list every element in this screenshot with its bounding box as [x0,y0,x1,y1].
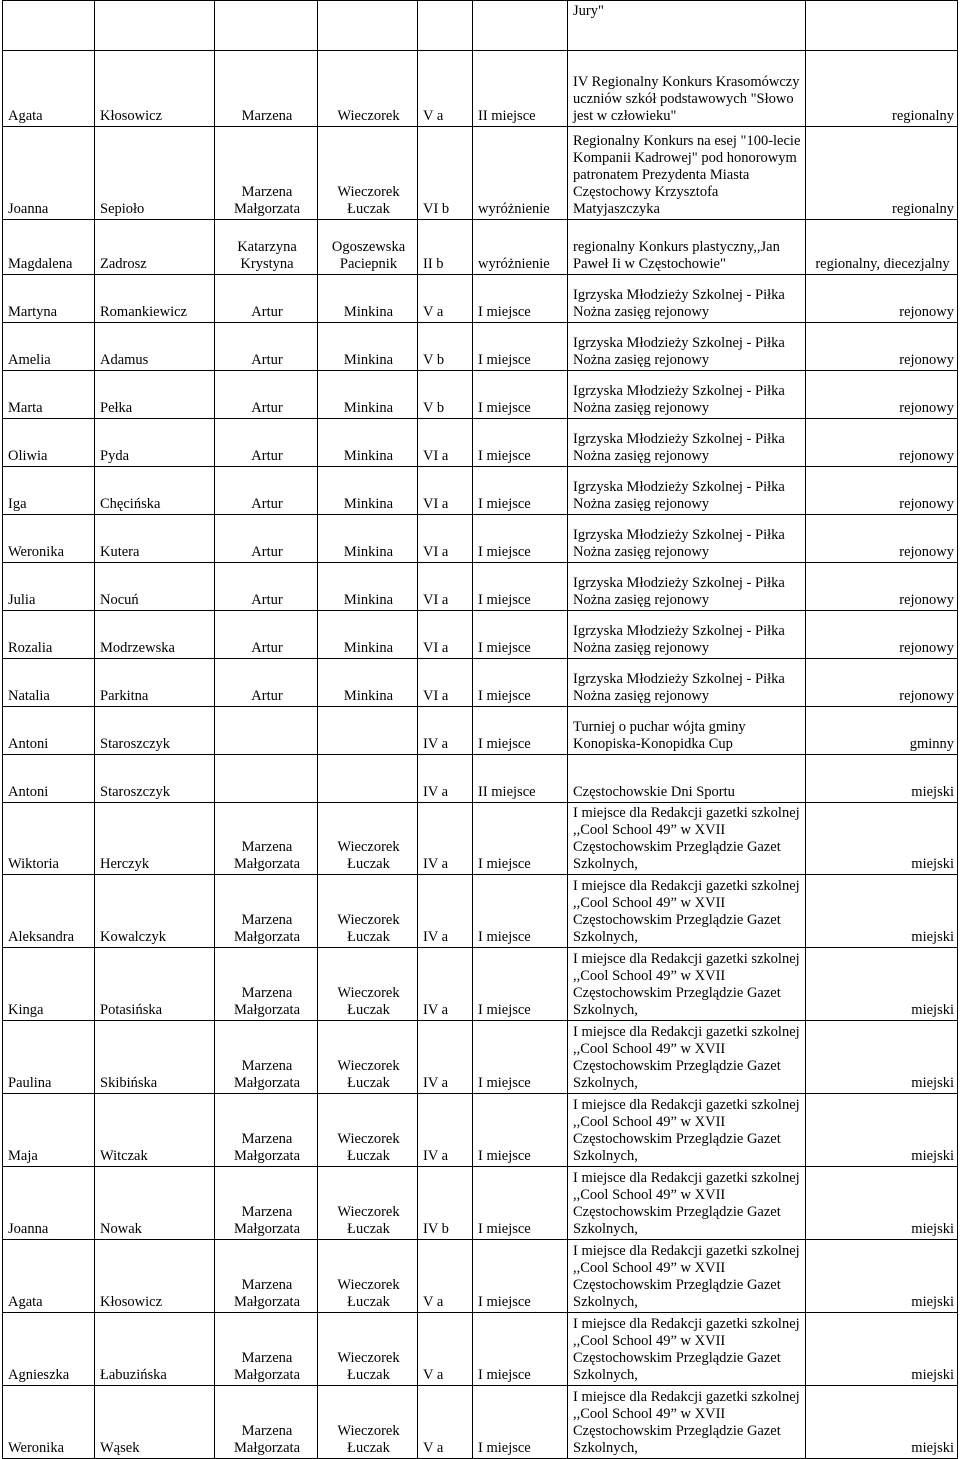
student-first-name: Antoni [3,755,95,803]
class: V a [418,1240,473,1313]
place: wyróżnienie [473,220,568,275]
student-last-name: Kłosowicz [95,1240,215,1313]
class: V b [418,371,473,419]
level: miejski [806,875,958,948]
place: I miejsce [473,803,568,875]
table-row [3,611,958,659]
level: rejonowy [806,419,958,467]
table-row [3,1313,958,1386]
place: I miejsce [473,1094,568,1167]
student-last-name: Kowalczyk [95,875,215,948]
level: rejonowy [806,659,958,707]
student-last-name: Romankiewicz [95,275,215,323]
competition: Turniej o puchar wójta gminy Konopiska-Konopidka Cup [568,707,806,755]
teacher-first-name: Artur [215,659,318,707]
competition: Igrzyska Młodzieży Szkolnej - Piłka Nożna zasięg rejonowy [568,323,806,371]
student-last-name: Łabuzińska [95,1313,215,1386]
teacher-last-name: Wieczorek Łuczak [318,948,418,1021]
table-row [3,1167,958,1240]
table-row [3,419,958,467]
student-last-name: Potasińska [95,948,215,1021]
table-row [3,467,958,515]
teacher-last-name: Minkina [318,659,418,707]
header-blank [473,1,568,51]
table-row [3,515,958,563]
teacher-first-name: Artur [215,611,318,659]
competition: I miejsce dla Redakcji gazetki szkolnej ,,Cool School 49” w XVII Częstochowskim Przeglądzie Gazet Szkolnych, [568,803,806,875]
place: I miejsce [473,611,568,659]
level: miejski [806,1167,958,1240]
level: miejski [806,755,958,803]
class: VI a [418,467,473,515]
teacher-first-name: Artur [215,275,318,323]
table-row [3,1021,958,1094]
teacher-last-name: Minkina [318,611,418,659]
teacher-first-name: Marzena Małgorzata [215,1240,318,1313]
level: gminny [806,707,958,755]
class: V a [418,275,473,323]
results-body [3,1,958,1459]
table-row [3,51,958,127]
place: I miejsce [473,1167,568,1240]
level: miejski [806,1021,958,1094]
student-first-name: Antoni [3,707,95,755]
teacher-first-name: Marzena Małgorzata [215,875,318,948]
table-row [3,1094,958,1167]
table-row [3,875,958,948]
place: II miejsce [473,755,568,803]
competition: I miejsce dla Redakcji gazetki szkolnej ,,Cool School 49” w XVII Częstochowskim Przeglądzie Gazet Szkolnych, [568,875,806,948]
class: VI a [418,515,473,563]
table-row [3,220,958,275]
student-first-name: Joanna [3,1167,95,1240]
teacher-first-name: Marzena Małgorzata [215,1313,318,1386]
teacher-last-name: Wieczorek Łuczak [318,1021,418,1094]
place: I miejsce [473,371,568,419]
class: VI a [418,563,473,611]
level: miejski [806,1240,958,1313]
table-row [3,1386,958,1459]
table-row [3,563,958,611]
table-row [3,323,958,371]
level: regionalny [806,51,958,127]
teacher-last-name: Minkina [318,419,418,467]
teacher-last-name [318,707,418,755]
competition: Igrzyska Młodzieży Szkolnej - Piłka Nożna zasięg rejonowy [568,563,806,611]
teacher-first-name: Artur [215,371,318,419]
student-last-name: Wąsek [95,1386,215,1459]
student-first-name: Marta [3,371,95,419]
table-row [3,948,958,1021]
level: miejski [806,1313,958,1386]
student-last-name: Zadrosz [95,220,215,275]
level: rejonowy [806,275,958,323]
student-last-name: Herczyk [95,803,215,875]
class: IV a [418,875,473,948]
table-row [3,1240,958,1313]
teacher-first-name: Marzena Małgorzata [215,127,318,220]
student-first-name: Wiktoria [3,803,95,875]
place: I miejsce [473,467,568,515]
class: VI a [418,659,473,707]
teacher-last-name: Ogoszewska Paciepnik [318,220,418,275]
teacher-last-name: Wieczorek Łuczak [318,1240,418,1313]
student-first-name: Julia [3,563,95,611]
teacher-first-name: Katarzyna Krystyna [215,220,318,275]
student-first-name: Rozalia [3,611,95,659]
place: I miejsce [473,875,568,948]
teacher-first-name: Artur [215,467,318,515]
teacher-last-name: Wieczorek Łuczak [318,875,418,948]
header-competition: Jury" [568,1,806,51]
class: IV a [418,1094,473,1167]
student-first-name: Kinga [3,948,95,1021]
level: rejonowy [806,563,958,611]
student-last-name: Nocuń [95,563,215,611]
class: IV a [418,755,473,803]
header-blank [318,1,418,51]
student-first-name: Oliwia [3,419,95,467]
competition: I miejsce dla Redakcji gazetki szkolnej ,,Cool School 49” w XVII Częstochowskim Przeglądzie Gazet Szkolnych, [568,1240,806,1313]
place: I miejsce [473,707,568,755]
class: V b [418,323,473,371]
results-table [2,0,958,1459]
class: VI b [418,127,473,220]
competition: Igrzyska Młodzieży Szkolnej - Piłka Nożna zasięg rejonowy [568,275,806,323]
competition: I miejsce dla Redakcji gazetki szkolnej ,,Cool School 49” w XVII Częstochowskim Przeglądzie Gazet Szkolnych, [568,1167,806,1240]
class: V a [418,1386,473,1459]
place: I miejsce [473,515,568,563]
competition: Igrzyska Młodzieży Szkolnej - Piłka Nożna zasięg rejonowy [568,515,806,563]
student-first-name: Joanna [3,127,95,220]
teacher-first-name: Artur [215,515,318,563]
teacher-last-name: Wieczorek Łuczak [318,127,418,220]
header-blank [806,1,958,51]
competition: regionalny Konkurs plastyczny,,Jan Paweł Ii w Częstochowie" [568,220,806,275]
table-row [3,127,958,220]
teacher-first-name [215,707,318,755]
teacher-last-name: Minkina [318,467,418,515]
table-row [3,755,958,803]
competition: I miejsce dla Redakcji gazetki szkolnej ,,Cool School 49” w XVII Częstochowskim Przeglądzie Gazet Szkolnych, [568,948,806,1021]
competition: I miejsce dla Redakcji gazetki szkolnej ,,Cool School 49” w XVII Częstochowskim Przeglądzie Gazet Szkolnych, [568,1021,806,1094]
teacher-first-name: Marzena Małgorzata [215,1386,318,1459]
table-row [3,659,958,707]
table-row [3,803,958,875]
teacher-first-name: Marzena Małgorzata [215,1167,318,1240]
student-first-name: Natalia [3,659,95,707]
teacher-last-name: Wieczorek Łuczak [318,803,418,875]
student-last-name: Adamus [95,323,215,371]
teacher-first-name: Marzena [215,51,318,127]
class: V a [418,1313,473,1386]
competition: Igrzyska Młodzieży Szkolnej - Piłka Nożna zasięg rejonowy [568,371,806,419]
student-first-name: Agata [3,1240,95,1313]
student-last-name: Nowak [95,1167,215,1240]
place: II miejsce [473,51,568,127]
table-row [3,707,958,755]
class: II b [418,220,473,275]
student-last-name: Kutera [95,515,215,563]
student-last-name: Kłosowicz [95,51,215,127]
competition: I miejsce dla Redakcji gazetki szkolnej ,,Cool School 49” w XVII Częstochowskim Przeglądzie Gazet Szkolnych, [568,1386,806,1459]
class: IV a [418,948,473,1021]
student-last-name: Chęcińska [95,467,215,515]
place: I miejsce [473,1386,568,1459]
place: I miejsce [473,1021,568,1094]
student-first-name: Aleksandra [3,875,95,948]
student-first-name: Weronika [3,1386,95,1459]
place: I miejsce [473,563,568,611]
level: rejonowy [806,323,958,371]
level: rejonowy [806,371,958,419]
class: VI a [418,611,473,659]
place: I miejsce [473,659,568,707]
header-row [3,1,958,51]
competition: Igrzyska Młodzieży Szkolnej - Piłka Nożna zasięg rejonowy [568,467,806,515]
teacher-first-name: Marzena Małgorzata [215,1094,318,1167]
teacher-last-name: Wieczorek Łuczak [318,1094,418,1167]
level: rejonowy [806,467,958,515]
class: IV a [418,1021,473,1094]
student-last-name: Skibińska [95,1021,215,1094]
level: miejski [806,803,958,875]
competition: Regionalny Konkurs na esej "100-lecie Kompanii Kadrowej" pod honorowym patronatem Prezydenta Miasta Częstochowy Krzysztofa Matyjaszczyka [568,127,806,220]
level: miejski [806,948,958,1021]
competition: Igrzyska Młodzieży Szkolnej - Piłka Nożna zasięg rejonowy [568,419,806,467]
teacher-last-name: Wieczorek Łuczak [318,1386,418,1459]
teacher-first-name: Marzena Małgorzata [215,948,318,1021]
teacher-first-name: Artur [215,419,318,467]
class: IV b [418,1167,473,1240]
place: I miejsce [473,1240,568,1313]
student-last-name: Modrzewska [95,611,215,659]
competition: Igrzyska Młodzieży Szkolnej - Piłka Nożna zasięg rejonowy [568,611,806,659]
teacher-last-name: Minkina [318,515,418,563]
table-row [3,371,958,419]
class: VI a [418,419,473,467]
class: IV a [418,803,473,875]
student-first-name: Magdalena [3,220,95,275]
level: regionalny [806,127,958,220]
student-last-name: Staroszczyk [95,755,215,803]
level: regionalny, diecezjalny [806,220,958,275]
place: I miejsce [473,419,568,467]
teacher-last-name: Minkina [318,275,418,323]
class: V a [418,51,473,127]
student-last-name: Parkitna [95,659,215,707]
student-first-name: Agata [3,51,95,127]
teacher-last-name: Wieczorek Łuczak [318,1313,418,1386]
student-last-name: Witczak [95,1094,215,1167]
teacher-last-name [318,755,418,803]
student-last-name: Staroszczyk [95,707,215,755]
header-blank [418,1,473,51]
student-first-name: Agnieszka [3,1313,95,1386]
teacher-first-name [215,755,318,803]
student-first-name: Weronika [3,515,95,563]
student-last-name: Pyda [95,419,215,467]
competition: I miejsce dla Redakcji gazetki szkolnej ,,Cool School 49” w XVII Częstochowskim Przeglądzie Gazet Szkolnych, [568,1313,806,1386]
class: IV a [418,707,473,755]
competition: Igrzyska Młodzieży Szkolnej - Piłka Nożna zasięg rejonowy [568,659,806,707]
teacher-first-name: Marzena Małgorzata [215,803,318,875]
level: rejonowy [806,515,958,563]
student-first-name: Amelia [3,323,95,371]
competition: IV Regionalny Konkurs Krasomówczy uczniów szkół podstawowych "Słowo jest w człowieku" [568,51,806,127]
student-first-name: Iga [3,467,95,515]
student-first-name: Martyna [3,275,95,323]
student-last-name: Sepioło [95,127,215,220]
student-first-name: Maja [3,1094,95,1167]
level: rejonowy [806,611,958,659]
teacher-last-name: Wieczorek [318,51,418,127]
teacher-first-name: Marzena Małgorzata [215,1021,318,1094]
level: miejski [806,1094,958,1167]
header-blank [3,1,95,51]
teacher-last-name: Minkina [318,323,418,371]
header-blank [215,1,318,51]
teacher-last-name: Wieczorek Łuczak [318,1167,418,1240]
table-row [3,275,958,323]
place: I miejsce [473,323,568,371]
student-first-name: Paulina [3,1021,95,1094]
place: I miejsce [473,275,568,323]
competition: Częstochowskie Dni Sportu [568,755,806,803]
teacher-last-name: Minkina [318,371,418,419]
teacher-last-name: Minkina [318,563,418,611]
teacher-first-name: Artur [215,323,318,371]
student-last-name: Pełka [95,371,215,419]
level: miejski [806,1386,958,1459]
place: I miejsce [473,948,568,1021]
header-blank [95,1,215,51]
place: I miejsce [473,1313,568,1386]
place: wyróżnienie [473,127,568,220]
teacher-first-name: Artur [215,563,318,611]
competition: I miejsce dla Redakcji gazetki szkolnej ,,Cool School 49” w XVII Częstochowskim Przeglądzie Gazet Szkolnych, [568,1094,806,1167]
